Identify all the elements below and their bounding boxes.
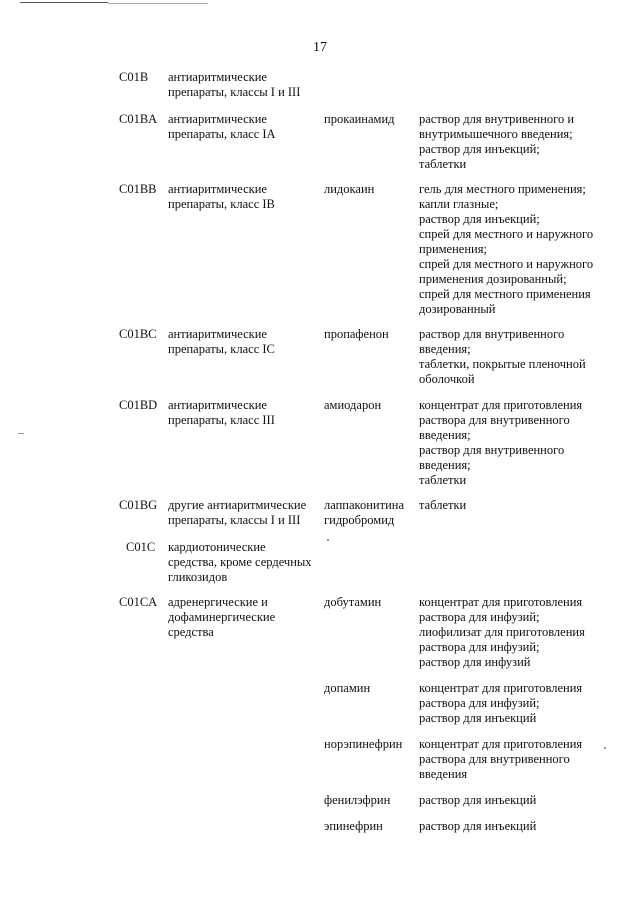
drug-name: норэпинефрин (324, 737, 403, 751)
top-scan-line-light (108, 3, 208, 4)
margin-mark (18, 433, 24, 434)
drug-name: амиодарон (324, 398, 382, 412)
drug-name: допамин (324, 681, 371, 695)
drug-name: лаппаконитина гидробромид (324, 498, 405, 527)
atc-code: C01BC (119, 327, 157, 341)
top-scan-line (20, 2, 108, 3)
page-number: 17 (313, 40, 327, 55)
atc-code: C01C (126, 540, 156, 554)
atc-group: антиаритмические препараты, класс IB (168, 182, 275, 211)
dosage-form: гель для местного применения; капли глазные; раствор для инъекций; спрей для местного и наружного применения; спрей для местного и наружного применения дозированный; спрей для местного применения дозированный (419, 182, 594, 316)
dosage-form: концентрат для приготовления раствора для инфузий; раствор для инъекций (419, 681, 583, 725)
dosage-form: раствор для инъекций (419, 793, 537, 807)
drug-name: добутамин (324, 595, 382, 609)
atc-group: антиаритмические препараты, классы I и III (168, 70, 301, 99)
atc-code: C01BG (119, 498, 158, 512)
dosage-form: концентрат для приготовления раствора для внутривенного введения; раствор для внутривенного введения; таблетки (419, 398, 583, 487)
dosage-form: раствор для внутривенного и внутримышечного введения; раствор для инъекций; таблетки (419, 112, 575, 171)
atc-code: C01CA (119, 595, 158, 609)
dosage-form: раствор для внутривенного введения; таблетки, покрытые пленочной оболочкой (419, 327, 586, 386)
scan-dot (327, 539, 329, 541)
drug-name: пропафенон (324, 327, 389, 341)
atc-group: антиаритмические препараты, класс IA (168, 112, 276, 141)
dosage-form: раствор для инъекций (419, 819, 537, 833)
dosage-form: таблетки (419, 498, 467, 512)
atc-group: другие антиаритмические препараты, классы I и III (168, 498, 307, 527)
atc-group: антиаритмические препараты, класс IC (168, 327, 275, 356)
atc-group: антиаритмические препараты, класс III (168, 398, 275, 427)
atc-code: C01BD (119, 398, 158, 412)
atc-code: C01B (119, 70, 149, 84)
atc-code: C01BB (119, 182, 157, 196)
atc-group: адренергические и дофаминергические средства (168, 595, 276, 639)
atc-code: C01BA (119, 112, 158, 126)
atc-group: кардиотонические средства, кроме сердечных гликозидов (168, 540, 312, 584)
dosage-form: концентрат для приготовления раствора для инфузий; лиофилизат для приготовления раствора для инфузий; раствор для инфузий (419, 595, 585, 669)
drug-name: фенилэфрин (324, 793, 391, 807)
drug-name: эпинефрин (324, 819, 383, 833)
drug-name: прокаинамид (324, 112, 395, 126)
dosage-form: концентрат для приготовления раствора для внутривенного введения (419, 737, 583, 781)
drug-name: лидокаин (324, 182, 375, 196)
